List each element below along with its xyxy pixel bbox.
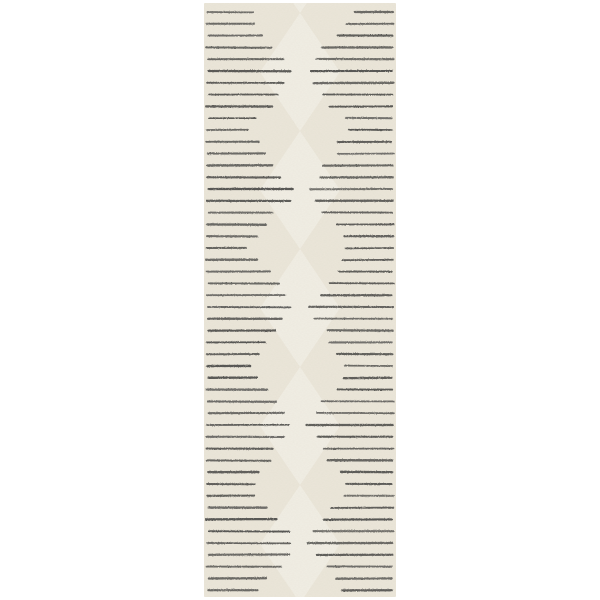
pile-texture bbox=[204, 3, 396, 597]
runner-rug bbox=[204, 3, 396, 597]
rug-pattern bbox=[204, 3, 396, 597]
